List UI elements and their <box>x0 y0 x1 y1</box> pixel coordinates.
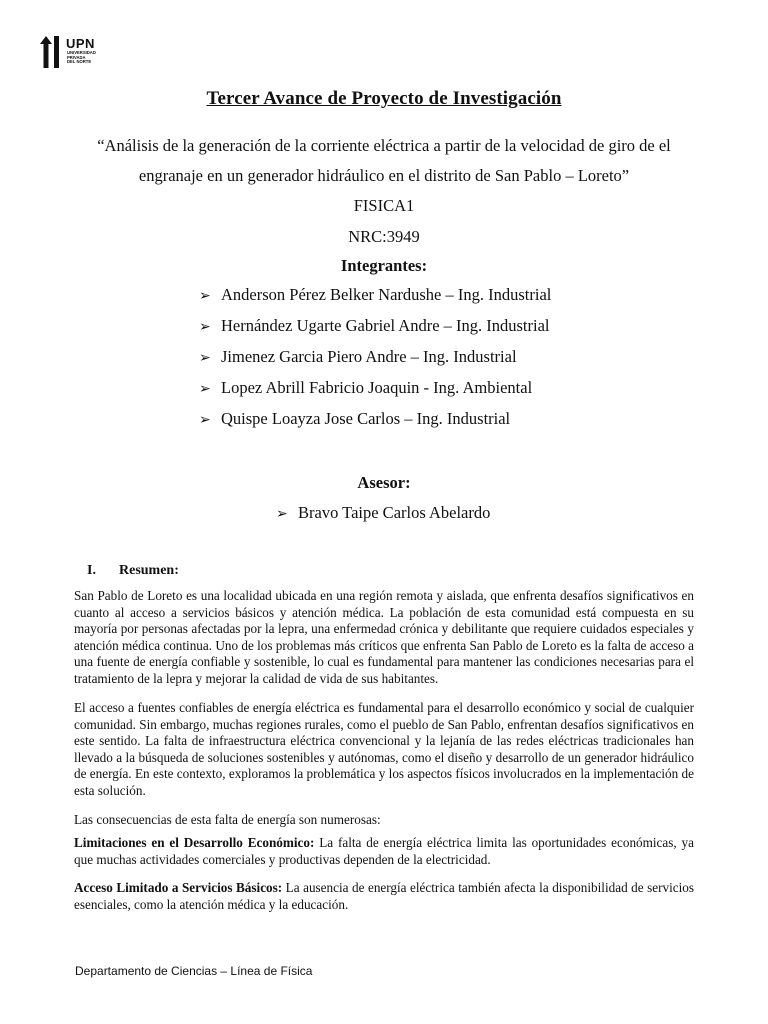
logo-arrow-icon <box>40 36 64 68</box>
member-item: ➢ Hernández Ugarte Gabriel Andre – Ing. Industrial <box>199 315 551 346</box>
university-logo <box>40 36 120 70</box>
logo-text: UPN <box>66 36 95 51</box>
paragraph-2: El acceso a fuentes confiables de energía eléctrica es fundamental para el desarrollo económico y social de cualquier comunidad. Sin embargo, muchas regiones rurales, como el pueblo de San Pablo, enfrentan desafíos significativos en este sentido. La falta de infraestructura eléctrica convencional y la lejanía de las redes eléctricas tradicionales han llevado a la búsqueda de soluciones sostenibles y autónomas, como el diseño y desarrollo de un generador hidráulico de energía. En este contexto, exploramos la problemática y los aspectos físicos involucrados en la implementación de esta solución. <box>74 700 694 798</box>
arrow-bullet-icon: ➢ <box>199 288 211 304</box>
arrow-bullet-icon: ➢ <box>199 350 211 366</box>
arrow-bullet-icon: ➢ <box>199 319 211 335</box>
member-item: ➢ Quispe Loayza Jose Carlos – Ing. Industrial <box>199 408 551 439</box>
paragraph-3: Las consecuencias de esta falta de energía son numerosas: <box>74 812 381 827</box>
paragraph-4: Limitaciones en el Desarrollo Económico: La falta de energía eléctrica limita las oportunidades económicas, ya que muchas actividades comerciales y productivas dependen de la electricidad. <box>74 835 694 867</box>
page-footer: Departamento de Ciencias – Línea de Física <box>75 964 313 978</box>
member-item: ➢ Anderson Pérez Belker Nardushe – Ing. Industrial <box>199 284 551 315</box>
nrc-code: NRC:3949 <box>348 227 420 246</box>
paragraph-1: San Pablo de Loreto es una localidad ubicada en una región remota y aislada, que enfrenta desafíos significativos en cuanto al acceso a servicios básicos y atención médica. La población de esta comunidad está compuesta en su mayoría por personas afectadas por la lepra, una enfermedad crónica y debilitante que requiere cuidados especiales y atención médica continua. Uno de los problemas más críticos que enfrenta San Pablo de Loreto es la falta de acceso a una fuente de energía confiable y sostenible, lo cual es fundamental para mantener las condiciones necesarias para el tratamiento de la lepra y mejorar la calidad de vida de sus habitantes. <box>74 588 694 686</box>
section-heading: I. Resumen: <box>87 563 179 578</box>
arrow-bullet-icon: ➢ <box>276 506 288 522</box>
members-label: Integrantes: <box>340 256 428 275</box>
member-item: ➢ Jimenez Garcia Piero Andre – Ing. Industrial <box>199 346 551 377</box>
arrow-bullet-icon: ➢ <box>199 381 211 397</box>
arrow-bullet-icon: ➢ <box>199 412 211 428</box>
document-title: Tercer Avance de Proyecto de Investigación <box>206 88 562 109</box>
logo-subtitle: UNIVERSIDAD PRIVADA DEL NORTE <box>67 50 96 65</box>
members-list <box>199 284 551 439</box>
advisor-label: Asesor: <box>357 473 411 492</box>
paragraph-5: Acceso Limitado a Servicios Básicos: La ausencia de energía eléctrica también afecta la disponibilidad de servicios esenciales, como la atención médica y la educación. <box>74 880 695 912</box>
course-name: FISICA1 <box>353 196 415 215</box>
project-title-line-1: “Análisis de la generación de la corriente eléctrica a partir de la velocidad de giro de el <box>97 136 671 155</box>
project-title-line-2: engranaje en un generador hidráulico en el distrito de San Pablo – Loreto” <box>138 166 630 185</box>
member-item: ➢ Lopez Abrill Fabricio Joaquin - Ing. Ambiental <box>199 377 551 408</box>
advisor-name: ➢ Bravo Taipe Carlos Abelardo <box>276 503 491 522</box>
